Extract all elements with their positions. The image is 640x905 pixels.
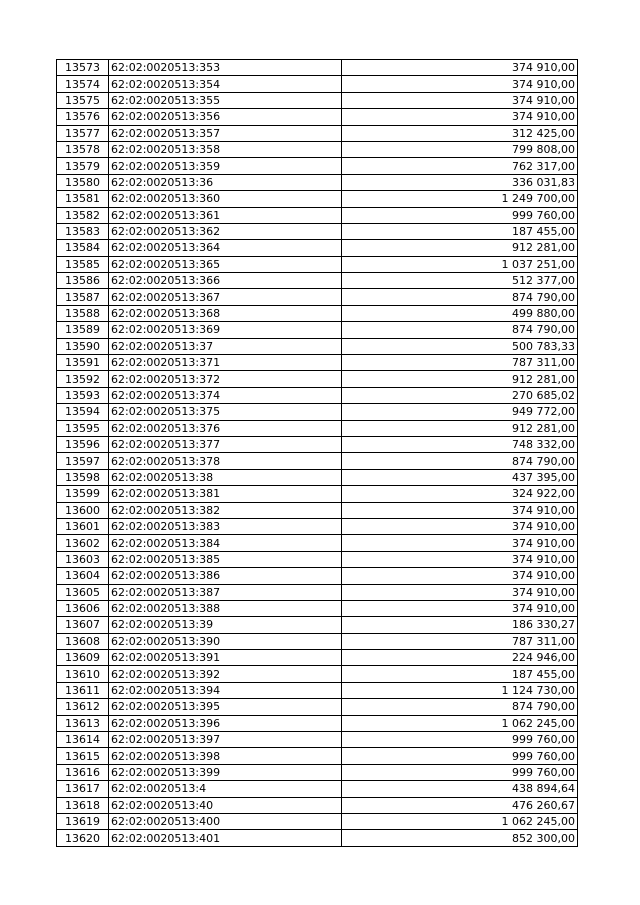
table-row bbox=[57, 371, 578, 387]
cadastral-number: 62:02:0020513:365 bbox=[109, 256, 342, 272]
cadastral-value: 852 300,00 bbox=[342, 830, 578, 846]
table-row bbox=[57, 305, 578, 321]
cadastral-number: 62:02:0020513:399 bbox=[109, 764, 342, 780]
cadastral-number: 62:02:0020513:391 bbox=[109, 650, 342, 666]
cadastral-value: 312 425,00 bbox=[342, 125, 578, 141]
table-row bbox=[57, 666, 578, 682]
row-number: 13577 bbox=[57, 125, 109, 141]
table-row bbox=[57, 404, 578, 420]
cadastral-number: 62:02:0020513:400 bbox=[109, 813, 342, 829]
table-row bbox=[57, 732, 578, 748]
row-number: 13574 bbox=[57, 76, 109, 92]
row-number: 13604 bbox=[57, 568, 109, 584]
row-number: 13617 bbox=[57, 781, 109, 797]
cadastral-number: 62:02:0020513:36 bbox=[109, 174, 342, 190]
row-number: 13611 bbox=[57, 682, 109, 698]
table-row bbox=[57, 797, 578, 813]
cadastral-value: 949 772,00 bbox=[342, 404, 578, 420]
cadastral-value-table bbox=[56, 59, 578, 847]
cadastral-value: 374 910,00 bbox=[342, 584, 578, 600]
table-row bbox=[57, 469, 578, 485]
cadastral-number: 62:02:0020513:358 bbox=[109, 141, 342, 157]
cadastral-number: 62:02:0020513:38 bbox=[109, 469, 342, 485]
cadastral-number: 62:02:0020513:394 bbox=[109, 682, 342, 698]
row-number: 13579 bbox=[57, 158, 109, 174]
table-row bbox=[57, 682, 578, 698]
table-row bbox=[57, 174, 578, 190]
table-row bbox=[57, 781, 578, 797]
table-row bbox=[57, 387, 578, 403]
table-row bbox=[57, 486, 578, 502]
cadastral-value: 874 790,00 bbox=[342, 289, 578, 305]
cadastral-value: 374 910,00 bbox=[342, 535, 578, 551]
table-row bbox=[57, 355, 578, 371]
cadastral-number: 62:02:0020513:372 bbox=[109, 371, 342, 387]
cadastral-value: 874 790,00 bbox=[342, 453, 578, 469]
table-row bbox=[57, 125, 578, 141]
cadastral-number: 62:02:0020513:39 bbox=[109, 617, 342, 633]
row-number: 13602 bbox=[57, 535, 109, 551]
cadastral-number: 62:02:0020513:371 bbox=[109, 355, 342, 371]
cadastral-number: 62:02:0020513:357 bbox=[109, 125, 342, 141]
cadastral-value: 748 332,00 bbox=[342, 436, 578, 452]
table-row bbox=[57, 568, 578, 584]
cadastral-value: 224 946,00 bbox=[342, 650, 578, 666]
cadastral-value: 187 455,00 bbox=[342, 666, 578, 682]
table-row bbox=[57, 699, 578, 715]
table-row bbox=[57, 830, 578, 846]
cadastral-number: 62:02:0020513:385 bbox=[109, 551, 342, 567]
cadastral-number: 62:02:0020513:360 bbox=[109, 191, 342, 207]
cadastral-number: 62:02:0020513:396 bbox=[109, 715, 342, 731]
row-number: 13616 bbox=[57, 764, 109, 780]
cadastral-number: 62:02:0020513:390 bbox=[109, 633, 342, 649]
row-number: 13583 bbox=[57, 223, 109, 239]
cadastral-value: 999 760,00 bbox=[342, 764, 578, 780]
row-number: 13605 bbox=[57, 584, 109, 600]
cadastral-value: 187 455,00 bbox=[342, 223, 578, 239]
table-row bbox=[57, 158, 578, 174]
cadastral-value: 787 311,00 bbox=[342, 633, 578, 649]
cadastral-value: 1 249 700,00 bbox=[342, 191, 578, 207]
row-number: 13584 bbox=[57, 240, 109, 256]
row-number: 13606 bbox=[57, 600, 109, 616]
cadastral-number: 62:02:0020513:374 bbox=[109, 387, 342, 403]
row-number: 13613 bbox=[57, 715, 109, 731]
row-number: 13589 bbox=[57, 322, 109, 338]
row-number: 13620 bbox=[57, 830, 109, 846]
table-row bbox=[57, 600, 578, 616]
cadastral-number: 62:02:0020513:361 bbox=[109, 207, 342, 223]
cadastral-value: 874 790,00 bbox=[342, 699, 578, 715]
cadastral-value: 374 910,00 bbox=[342, 92, 578, 108]
row-number: 13594 bbox=[57, 404, 109, 420]
row-number: 13581 bbox=[57, 191, 109, 207]
cadastral-value: 999 760,00 bbox=[342, 207, 578, 223]
cadastral-number: 62:02:0020513:401 bbox=[109, 830, 342, 846]
table-row bbox=[57, 322, 578, 338]
cadastral-number: 62:02:0020513:364 bbox=[109, 240, 342, 256]
row-number: 13575 bbox=[57, 92, 109, 108]
row-number: 13580 bbox=[57, 174, 109, 190]
cadastral-number: 62:02:0020513:392 bbox=[109, 666, 342, 682]
cadastral-value: 374 910,00 bbox=[342, 109, 578, 125]
cadastral-value: 476 260,67 bbox=[342, 797, 578, 813]
table-row bbox=[57, 584, 578, 600]
cadastral-number: 62:02:0020513:397 bbox=[109, 732, 342, 748]
cadastral-value: 912 281,00 bbox=[342, 240, 578, 256]
table-row bbox=[57, 240, 578, 256]
cadastral-value: 186 330,27 bbox=[342, 617, 578, 633]
cadastral-value: 324 922,00 bbox=[342, 486, 578, 502]
cadastral-value: 1 124 730,00 bbox=[342, 682, 578, 698]
cadastral-number: 62:02:0020513:366 bbox=[109, 273, 342, 289]
cadastral-number: 62:02:0020513:369 bbox=[109, 322, 342, 338]
cadastral-number: 62:02:0020513:368 bbox=[109, 305, 342, 321]
cadastral-number: 62:02:0020513:37 bbox=[109, 338, 342, 354]
row-number: 13600 bbox=[57, 502, 109, 518]
table-row bbox=[57, 617, 578, 633]
table-row bbox=[57, 715, 578, 731]
cadastral-number: 62:02:0020513:384 bbox=[109, 535, 342, 551]
cadastral-value: 374 910,00 bbox=[342, 502, 578, 518]
cadastral-value: 512 377,00 bbox=[342, 273, 578, 289]
cadastral-value: 912 281,00 bbox=[342, 371, 578, 387]
table-row bbox=[57, 76, 578, 92]
row-number: 13610 bbox=[57, 666, 109, 682]
row-number: 13585 bbox=[57, 256, 109, 272]
table-row bbox=[57, 338, 578, 354]
row-number: 13596 bbox=[57, 436, 109, 452]
table-row bbox=[57, 502, 578, 518]
row-number: 13612 bbox=[57, 699, 109, 715]
row-number: 13587 bbox=[57, 289, 109, 305]
row-number: 13614 bbox=[57, 732, 109, 748]
row-number: 13601 bbox=[57, 518, 109, 534]
cadastral-value: 1 062 245,00 bbox=[342, 813, 578, 829]
row-number: 13593 bbox=[57, 387, 109, 403]
table-row bbox=[57, 60, 578, 76]
row-number: 13598 bbox=[57, 469, 109, 485]
cadastral-number: 62:02:0020513:381 bbox=[109, 486, 342, 502]
cadastral-number: 62:02:0020513:40 bbox=[109, 797, 342, 813]
cadastral-value: 374 910,00 bbox=[342, 60, 578, 76]
cadastral-number: 62:02:0020513:382 bbox=[109, 502, 342, 518]
cadastral-value: 336 031,83 bbox=[342, 174, 578, 190]
cadastral-value: 999 760,00 bbox=[342, 748, 578, 764]
cadastral-number: 62:02:0020513:377 bbox=[109, 436, 342, 452]
cadastral-value: 874 790,00 bbox=[342, 322, 578, 338]
table-row bbox=[57, 436, 578, 452]
cadastral-value: 999 760,00 bbox=[342, 732, 578, 748]
table-row bbox=[57, 223, 578, 239]
cadastral-value: 374 910,00 bbox=[342, 568, 578, 584]
cadastral-number: 62:02:0020513:4 bbox=[109, 781, 342, 797]
table-row bbox=[57, 535, 578, 551]
table-row bbox=[57, 748, 578, 764]
cadastral-number: 62:02:0020513:398 bbox=[109, 748, 342, 764]
table-row bbox=[57, 273, 578, 289]
row-number: 13582 bbox=[57, 207, 109, 223]
cadastral-value: 374 910,00 bbox=[342, 518, 578, 534]
row-number: 13603 bbox=[57, 551, 109, 567]
table-row bbox=[57, 256, 578, 272]
table-row bbox=[57, 813, 578, 829]
cadastral-number: 62:02:0020513:383 bbox=[109, 518, 342, 534]
table-row bbox=[57, 633, 578, 649]
row-number: 13595 bbox=[57, 420, 109, 436]
row-number: 13588 bbox=[57, 305, 109, 321]
table-row bbox=[57, 289, 578, 305]
table-row bbox=[57, 764, 578, 780]
row-number: 13619 bbox=[57, 813, 109, 829]
cadastral-value: 438 894,64 bbox=[342, 781, 578, 797]
cadastral-value: 799 808,00 bbox=[342, 141, 578, 157]
row-number: 13578 bbox=[57, 141, 109, 157]
table-row bbox=[57, 420, 578, 436]
cadastral-number: 62:02:0020513:395 bbox=[109, 699, 342, 715]
cadastral-number: 62:02:0020513:356 bbox=[109, 109, 342, 125]
cadastral-number: 62:02:0020513:362 bbox=[109, 223, 342, 239]
cadastral-number: 62:02:0020513:375 bbox=[109, 404, 342, 420]
row-number: 13608 bbox=[57, 633, 109, 649]
cadastral-number: 62:02:0020513:353 bbox=[109, 60, 342, 76]
cadastral-value: 787 311,00 bbox=[342, 355, 578, 371]
table-row bbox=[57, 551, 578, 567]
table-body bbox=[57, 60, 578, 847]
cadastral-value: 500 783,33 bbox=[342, 338, 578, 354]
cadastral-value: 374 910,00 bbox=[342, 76, 578, 92]
cadastral-number: 62:02:0020513:378 bbox=[109, 453, 342, 469]
table-row bbox=[57, 518, 578, 534]
cadastral-value: 374 910,00 bbox=[342, 551, 578, 567]
table-row bbox=[57, 109, 578, 125]
cadastral-value: 1 062 245,00 bbox=[342, 715, 578, 731]
row-number: 13618 bbox=[57, 797, 109, 813]
row-number: 13597 bbox=[57, 453, 109, 469]
row-number: 13590 bbox=[57, 338, 109, 354]
cadastral-value: 762 317,00 bbox=[342, 158, 578, 174]
cadastral-number: 62:02:0020513:386 bbox=[109, 568, 342, 584]
cadastral-number: 62:02:0020513:355 bbox=[109, 92, 342, 108]
table-row bbox=[57, 191, 578, 207]
cadastral-value: 912 281,00 bbox=[342, 420, 578, 436]
cadastral-number: 62:02:0020513:359 bbox=[109, 158, 342, 174]
table-row bbox=[57, 650, 578, 666]
cadastral-value: 1 037 251,00 bbox=[342, 256, 578, 272]
row-number: 13592 bbox=[57, 371, 109, 387]
table-row bbox=[57, 92, 578, 108]
table-row bbox=[57, 207, 578, 223]
cadastral-number: 62:02:0020513:354 bbox=[109, 76, 342, 92]
cadastral-number: 62:02:0020513:388 bbox=[109, 600, 342, 616]
table-row bbox=[57, 141, 578, 157]
cadastral-number: 62:02:0020513:387 bbox=[109, 584, 342, 600]
cadastral-number: 62:02:0020513:376 bbox=[109, 420, 342, 436]
row-number: 13607 bbox=[57, 617, 109, 633]
row-number: 13586 bbox=[57, 273, 109, 289]
row-number: 13609 bbox=[57, 650, 109, 666]
cadastral-value: 499 880,00 bbox=[342, 305, 578, 321]
cadastral-value: 270 685,02 bbox=[342, 387, 578, 403]
row-number: 13591 bbox=[57, 355, 109, 371]
cadastral-value: 374 910,00 bbox=[342, 600, 578, 616]
row-number: 13576 bbox=[57, 109, 109, 125]
table-row bbox=[57, 453, 578, 469]
row-number: 13615 bbox=[57, 748, 109, 764]
row-number: 13573 bbox=[57, 60, 109, 76]
row-number: 13599 bbox=[57, 486, 109, 502]
cadastral-value: 437 395,00 bbox=[342, 469, 578, 485]
cadastral-number: 62:02:0020513:367 bbox=[109, 289, 342, 305]
